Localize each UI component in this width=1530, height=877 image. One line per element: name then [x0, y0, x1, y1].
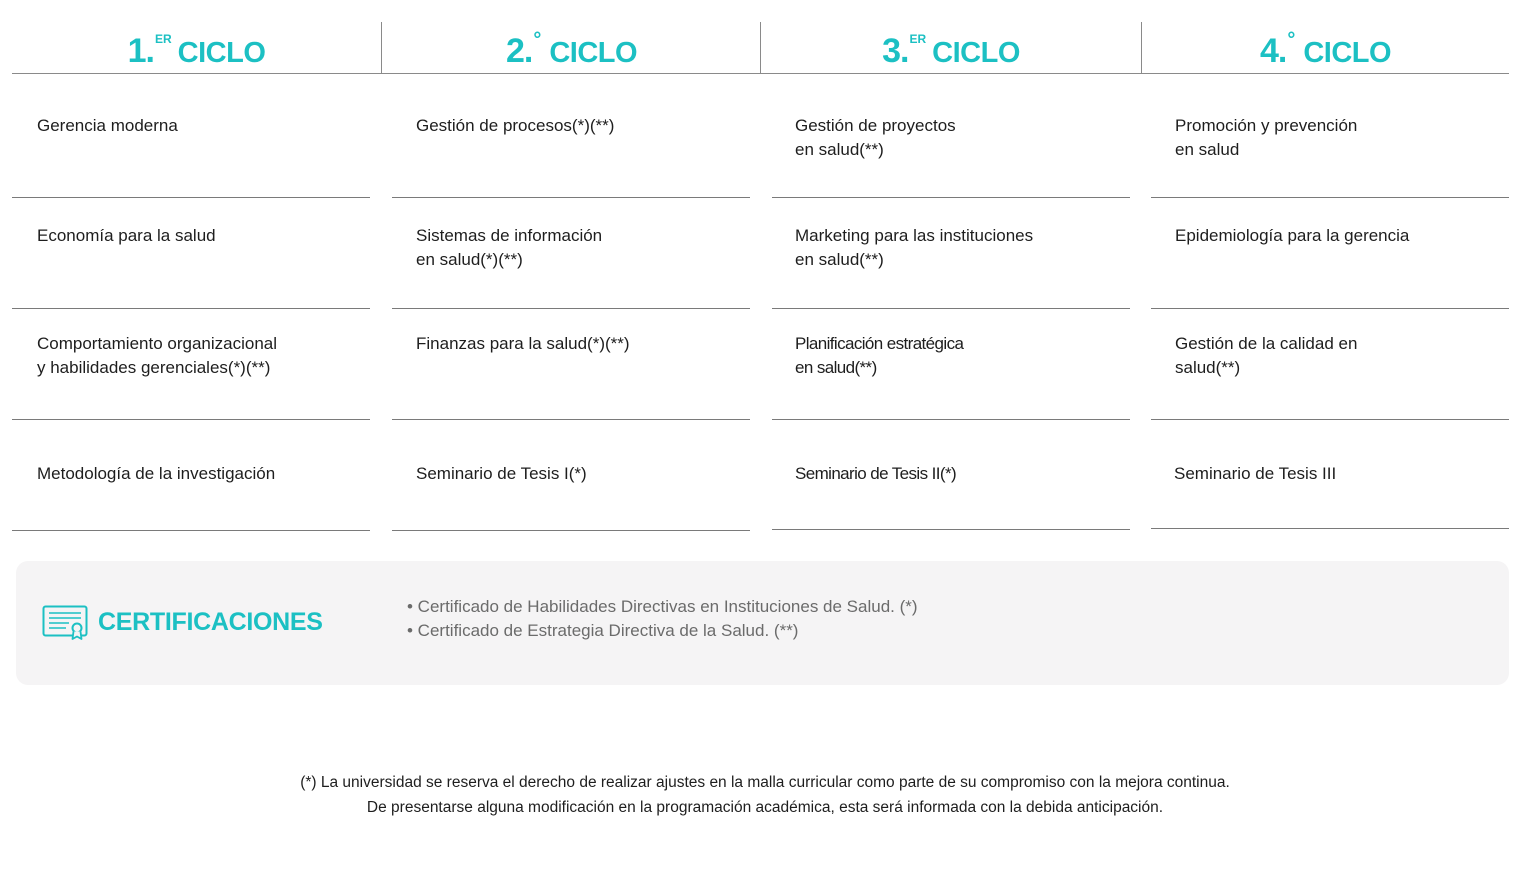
- course-name: Planificación estratégica en salud(**): [795, 334, 964, 377]
- cycle-3-header: [761, 22, 1141, 74]
- course-cell: [1151, 309, 1509, 420]
- footnote-line: De presentarse alguna modificación en la programación académica, esta será informada con la debida anticipación.: [366, 799, 1164, 816]
- cycle-4-suffix: °: [1287, 29, 1296, 51]
- course-name: Gerencia moderna: [37, 116, 178, 135]
- course-name: Epidemiología para la gerencia: [1175, 226, 1410, 245]
- course-name: Metodología de la investigación: [37, 464, 276, 483]
- course-name: Sistemas de información en salud(*)(**): [416, 226, 603, 269]
- cycle-2-courses: [392, 75, 750, 531]
- course-cell: [392, 309, 750, 420]
- cycle-2-suffix: °: [533, 29, 542, 51]
- cycle-1-number: 1.: [127, 32, 154, 70]
- cycle-2-number: 2.: [505, 32, 533, 70]
- cycle-4-word: CICLO: [1303, 37, 1392, 69]
- course-cell: [12, 75, 370, 198]
- certifications-panel: [16, 561, 1509, 685]
- course-cell: [772, 309, 1130, 420]
- certificate-icon: [42, 605, 88, 641]
- cycle-1-word: CICLO: [177, 37, 266, 69]
- cycle-3-number: 3.: [882, 32, 909, 70]
- course-cell: [392, 75, 750, 198]
- course-cell: [12, 420, 370, 531]
- course-name: Finanzas para la salud(*)(**): [416, 334, 630, 353]
- course-cell: [772, 75, 1130, 198]
- cycle-3-word: CICLO: [932, 37, 1020, 69]
- course-name: Promoción y prevención en salud: [1175, 116, 1358, 159]
- certifications-title: CERTIFICACIONES: [98, 608, 323, 636]
- certification-item: • Certificado de Estrategia Directiva de la Salud. (**): [407, 621, 799, 640]
- course-name: Economía para la salud: [37, 226, 216, 245]
- header-underline: [12, 73, 1509, 74]
- course-cell: [772, 198, 1130, 309]
- course-name: Gestión de la calidad en salud(**): [1175, 334, 1358, 377]
- cycle-2-word: CICLO: [549, 37, 638, 69]
- cycle-3-courses: [772, 75, 1130, 530]
- cycle-1-header: [12, 22, 381, 74]
- cycle-4-number: 4.: [1259, 32, 1287, 70]
- course-name: Seminario de Tesis II(*): [795, 464, 957, 483]
- course-name: Marketing para las instituciones en salud(**): [795, 226, 1034, 269]
- course-name: Seminario de Tesis I(*): [416, 464, 587, 483]
- certification-item: • Certificado de Habilidades Directivas en Instituciones de Salud. (*): [407, 597, 918, 616]
- cycle-headers: [12, 22, 1509, 74]
- course-cell: [392, 198, 750, 309]
- cycle-4-courses: [1151, 75, 1509, 529]
- cycle-3-suffix: ER: [909, 32, 927, 46]
- course-name: Comportamiento organizacional y habilidades gerenciales(*)(**): [37, 334, 278, 377]
- course-name: Gestión de procesos(*)(**): [416, 116, 615, 135]
- course-cell: [1151, 420, 1509, 529]
- footnote: [0, 770, 1530, 820]
- course-cell: [1151, 198, 1509, 309]
- course-cell: [12, 309, 370, 420]
- course-cell: [12, 198, 370, 309]
- course-name: Gestión de proyectos en salud(**): [795, 116, 956, 159]
- certifications-list: [407, 595, 918, 643]
- course-cell: [772, 420, 1130, 530]
- cycle-4-header: [1142, 22, 1509, 74]
- course-name: Seminario de Tesis III: [1174, 464, 1337, 483]
- course-cell: [392, 420, 750, 531]
- cycle-1-courses: [12, 75, 370, 531]
- course-cell: [1151, 75, 1509, 198]
- footnote-line: (*) La universidad se reserva el derecho de realizar ajustes en la malla curricular como parte de su compromiso con la mejora continua.: [300, 774, 1230, 791]
- cycle-2-header: [382, 22, 761, 74]
- cycle-1-suffix: ER: [154, 32, 172, 46]
